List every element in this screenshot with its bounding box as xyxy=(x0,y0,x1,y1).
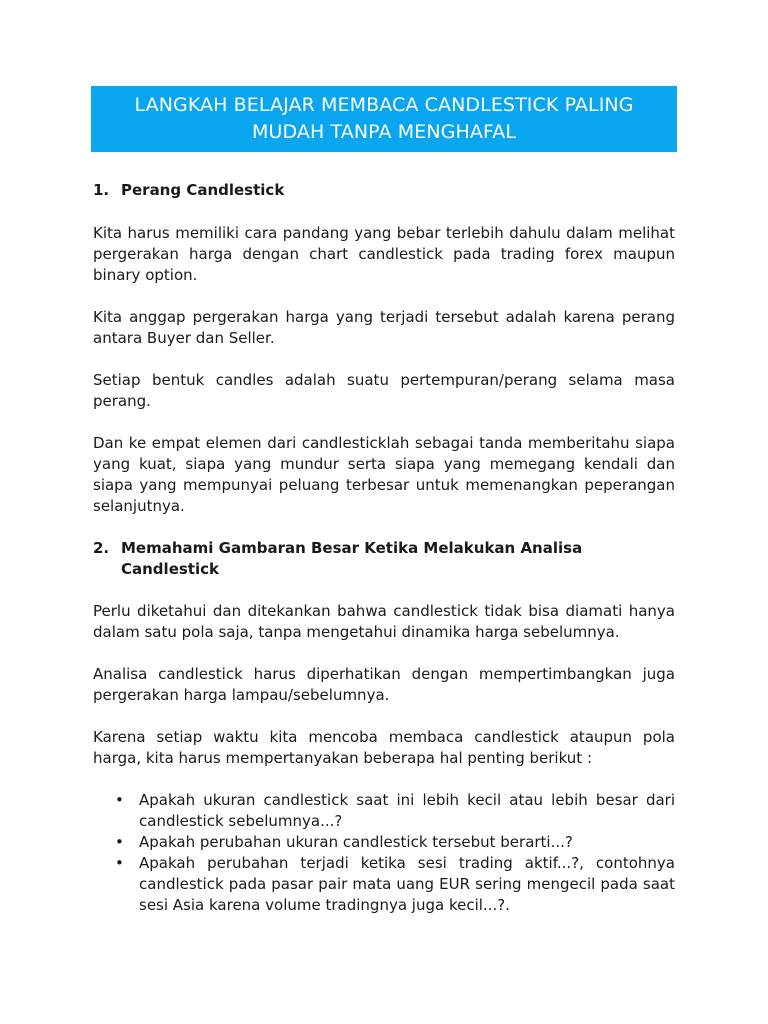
paragraph: Setiap bentuk candles adalah suatu pertempuran/perang selama masa perang. xyxy=(93,371,675,410)
list-item-text: Apakah perubahan terjadi ketika sesi trading aktif...?, contohnya candlestick pada pasar pair mata uang EUR sering mengecil pada saat sesi Asia karena volume tradingnya juga kecil...?. xyxy=(139,854,675,914)
list-item-text: Apakah ukuran candlestick saat ini lebih kecil atau lebih besar dari candlestick sebelumnya...? xyxy=(139,791,675,830)
section-heading-2 xyxy=(93,538,675,580)
bullet-icon: • xyxy=(115,854,124,872)
bullet-list xyxy=(93,790,675,916)
paragraph: Karena setiap waktu kita mencoba membaca candlestick ataupun pola harga, kita harus mempertanyakan beberapa hal penting berikut : xyxy=(93,728,675,767)
title-banner xyxy=(91,86,677,152)
bullet-icon: • xyxy=(115,791,124,809)
section-heading-text: Perang Candlestick xyxy=(121,181,285,199)
list-item xyxy=(93,832,675,853)
section-number: 2. xyxy=(93,539,110,557)
paragraph: Analisa candlestick harus diperhatikan dengan mempertimbangkan juga pergerakan harga lampau/sebelumnya. xyxy=(93,665,675,704)
section-heading-text: Memahami Gambaran Besar Ketika Melakukan Analisa Candlestick xyxy=(121,539,583,578)
section-number: 1. xyxy=(93,181,110,199)
document-body xyxy=(93,180,675,916)
bullet-icon: • xyxy=(115,833,124,851)
paragraph: Kita harus memiliki cara pandang yang bebar terlebih dahulu dalam melihat pergerakan harga dengan chart candlestick pada trading forex maupun binary option. xyxy=(93,224,675,284)
title-line-1: LANGKAH BELAJAR MEMBACA CANDLESTICK PALING xyxy=(134,94,634,116)
section-heading-1 xyxy=(93,180,675,201)
paragraph: Dan ke empat elemen dari candlesticklah sebagai tanda memberitahu siapa yang kuat, siapa yang mundur serta siapa yang memegang kendali dan siapa yang mempunyai peluang terbesar untuk memenangkan peperangan selanjutnya. xyxy=(93,434,675,515)
list-item-text: Apakah perubahan ukuran candlestick tersebut berarti...? xyxy=(139,833,573,851)
paragraph: Perlu diketahui dan ditekankan bahwa candlestick tidak bisa diamati hanya dalam satu pola saja, tanpa mengetahui dinamika harga sebelumnya. xyxy=(93,602,675,641)
list-item xyxy=(93,853,675,916)
list-item xyxy=(93,790,675,832)
paragraph: Kita anggap pergerakan harga yang terjadi tersebut adalah karena perang antara Buyer dan Seller. xyxy=(93,308,675,347)
title-line-2: MUDAH TANPA MENGHAFAL xyxy=(251,121,517,143)
